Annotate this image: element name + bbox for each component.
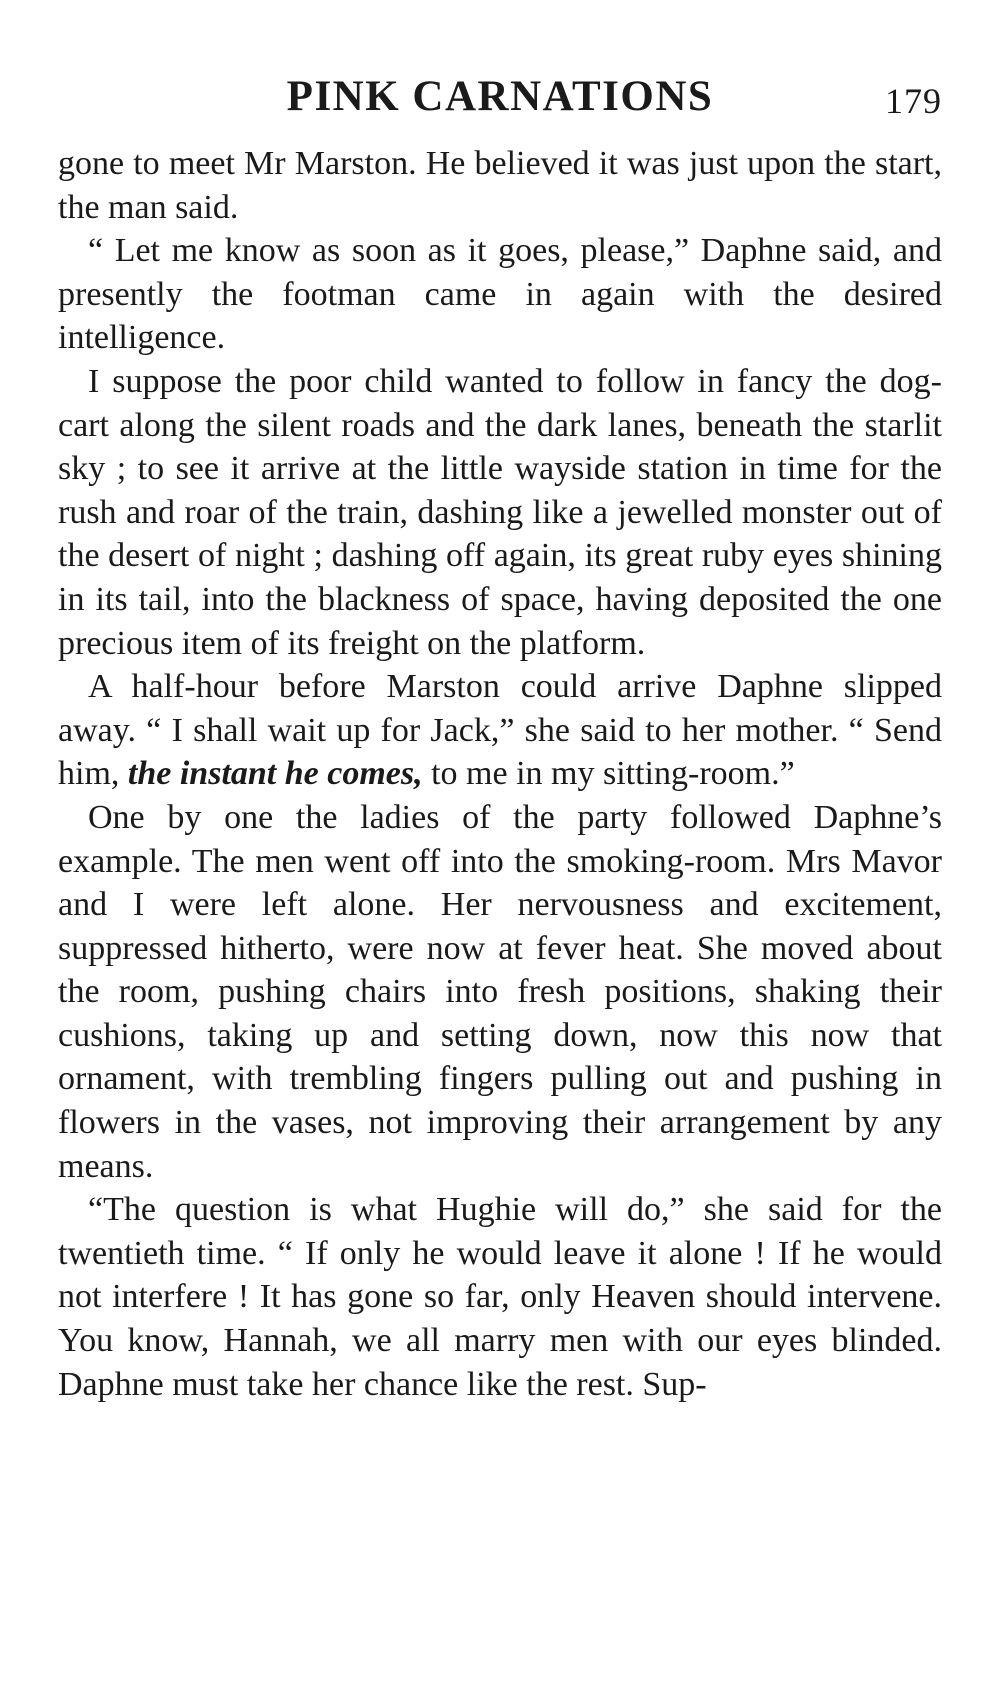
paragraph: gone to meet Mr Marston. He believed it was just upon the start, the man said. xyxy=(58,145,942,226)
paragraph xyxy=(58,665,942,796)
paragraph-text: to me in my sitting-room.” xyxy=(422,755,795,793)
paragraph: “ Let me know as soon as it goes, please,” Daphne said, and presently the footman came in again with the desired intelligence. xyxy=(58,232,942,357)
running-title: PINK CARNATIONS xyxy=(286,73,714,120)
page-number: 179 xyxy=(885,81,942,121)
paragraph: “The question is what Hughie will do,” she said for the twentieth time. “ If only he would leave it alone ! If he would not interfere ! It has gone so far, only Heaven should intervene. You know, Hannah, we all marry men with our eyes blinded. Daphne must take her chance like the rest. Sup- xyxy=(58,1191,942,1403)
paragraph: I suppose the poor child wanted to follow in fancy the dog-cart along the silent roads and the dark lanes, beneath the starlit sky ; to see it arrive at the little wayside station in time for the rush and roar of the train, dashing like a jewelled monster out of the desert of night ; dashing off again, its great ruby eyes shining in its tail, into the blackness of space, having deposited the one precious item of its freight on the platform. xyxy=(58,362,942,662)
paragraph: One by one the ladies of the party followed Daphne’s example. The men went off into the smoking-room. Mrs Mavor and I were left alone. Her nervousness and excitement, suppressed hitherto, were now at fever heat. She moved about the room, pushing chairs into fresh positions, shaking their cushions, taking up and setting down, now this now that ornament, with trembling fingers pulling out and pushing in flowers in the vases, not improving their arrangement by any means. xyxy=(58,798,942,1185)
body-text xyxy=(58,142,942,1406)
book-page xyxy=(58,62,942,1406)
paragraph-text: A half-hour before Marston could arrive Daphne slipped away. “ I shall wait up for Jack,” she said to her mother. “ Send him, xyxy=(58,668,942,793)
emphasized-text: the instant he comes, xyxy=(127,755,423,793)
running-header xyxy=(58,62,942,132)
